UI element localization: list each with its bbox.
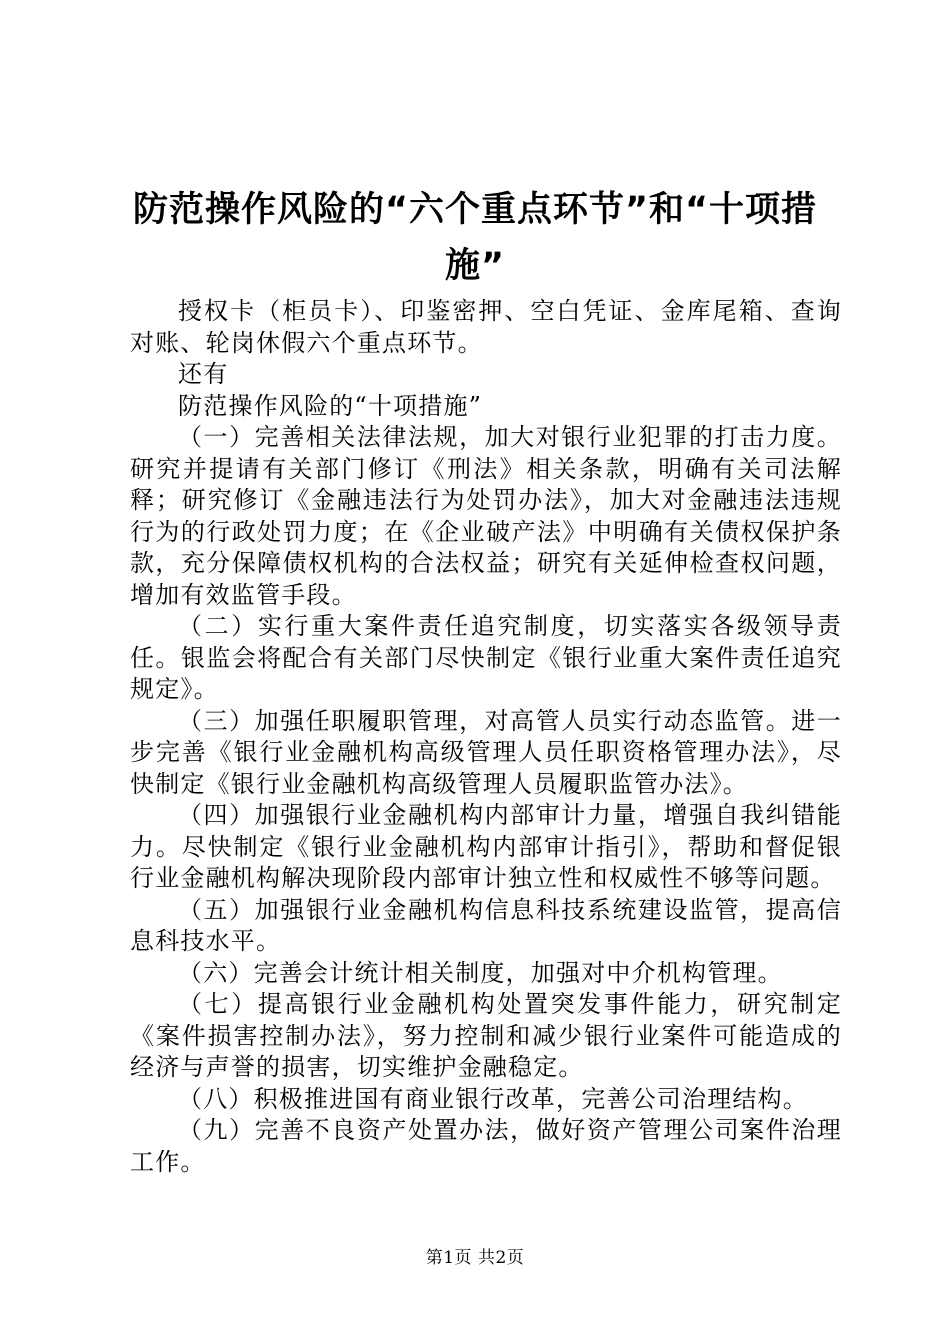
paragraph-measure-2: （二）实行重大案件责任追究制度，切实落实各级领导责任。银监会将配合有关部门尽快制定《银行业重大案件责任追究规定》。 — [130, 612, 842, 703]
paragraph-measure-7: （七）提高银行业金融机构处置突发事件能力，研究制定《案件损害控制办法》，努力控制和减少银行业案件可能造成的经济与声誉的损害，切实维护金融稳定。 — [130, 990, 842, 1081]
paragraph-measure-1: （一）完善相关法律法规，加大对银行业犯罪的打击力度。研究并提请有关部门修订《刑法》相关条款，明确有关司法解释；研究修订《金融违法行为处罚办法》，加大对金融违法违规行为的行政处罚力度；在《企业破产法》中明确有关债权保护条款，充分保障债权机构的合法权益；研究有关延伸检查权问题，增加有效监管手段。 — [130, 423, 842, 609]
paragraph-measure-3: （三）加强任职履职管理，对高管人员实行动态监管。进一步完善《银行业金融机构高级管理人员任职资格管理办法》，尽快制定《银行业金融机构高级管理人员履职监管办法》。 — [130, 706, 842, 798]
paragraph-also: 还有 — [178, 360, 229, 388]
page-number-footer: 第1页 共2页 — [425, 1248, 525, 1268]
paragraph-key-links: 授权卡（柜员卡）、印鉴密押、空白凭证、金库尾箱、查询对账、轮岗休假六个重点环节。 — [130, 297, 842, 357]
paragraph-measure-8: （八）积极推进国有商业银行改革，完善公司治理结构。 — [178, 1084, 808, 1113]
paragraph-measures-heading: 防范操作风险的“十项措施” — [178, 391, 483, 420]
paragraph-measure-4: （四）加强银行业金融机构内部审计力量，增强自我纠错能力。尽快制定《银行业金融机构内部审计指引》，帮助和督促银行业金融机构解决现阶段内部审计独立性和权威性不够等问题。 — [130, 801, 842, 892]
document-body — [130, 296, 842, 1178]
page-title: 防范操作风险的“六个重点环节”和“十项措施” — [132, 190, 817, 286]
paragraph-measure-5: （五）加强银行业金融机构信息科技系统建设监管，提高信息科技水平。 — [130, 895, 842, 955]
paragraph-measure-9: （九）完善不良资产处置办法，做好资产管理公司案件治理工作。 — [130, 1116, 842, 1176]
paragraph-measure-6: （六）完善会计统计相关制度，加强对中介机构管理。 — [178, 958, 783, 987]
